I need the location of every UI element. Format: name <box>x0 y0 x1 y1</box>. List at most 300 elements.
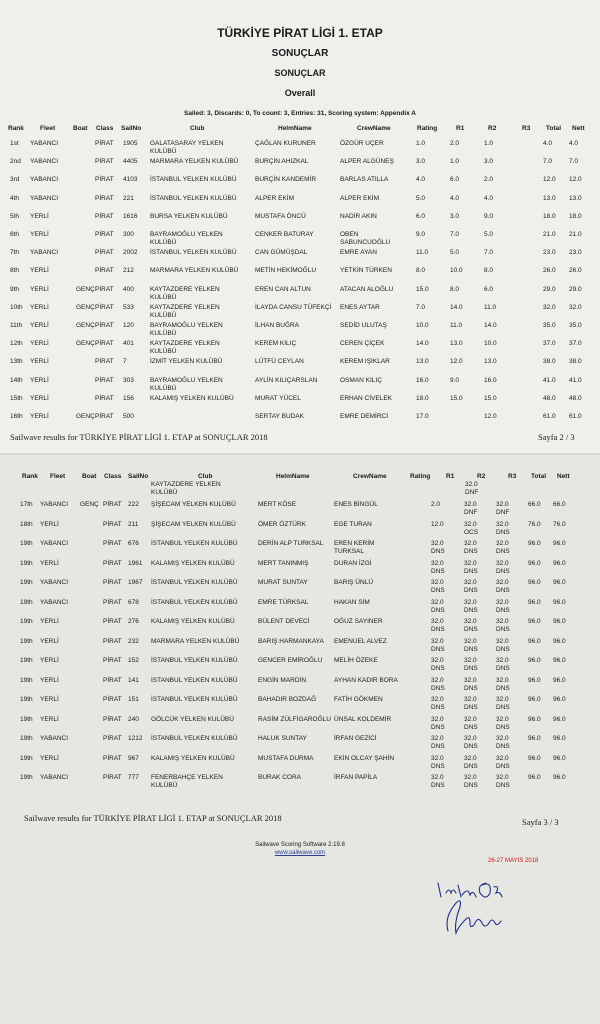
col-boat: Boat <box>82 473 97 480</box>
cell-r2: 3.0 <box>484 158 494 166</box>
cell-cls: PİRAT <box>95 212 114 220</box>
cell-sail: 156 <box>123 394 134 402</box>
cell-total: 13.0 <box>543 194 556 202</box>
cell-helm: CAN GÜMÜŞDAL <box>255 249 308 257</box>
cell-cls: PİRAT <box>103 696 122 703</box>
cell-club: KAYTAZDERE YELKEN KULÜBÜ <box>150 303 220 319</box>
cell-r2: 14.0 <box>484 322 497 329</box>
cell-total: 96.0 <box>528 540 541 547</box>
cell-nett: 48.0 <box>569 394 582 402</box>
cell-r1: 2.0 <box>450 140 460 147</box>
cell-nett: 4.0 <box>569 140 579 147</box>
cell-helm: SERTAY BUDAK <box>255 413 305 420</box>
cell-cls: PİRAT <box>103 520 122 528</box>
cell-club: BURSA YELKEN KULÜBÜ <box>150 212 228 220</box>
cell-fleet: YABANCI <box>40 598 69 606</box>
cell-helm: MURAT YÜCEL <box>255 394 301 402</box>
cell-fleet: YERLİ <box>40 696 59 703</box>
col-club: Club <box>198 473 213 480</box>
cell-rank: 19th <box>20 696 33 703</box>
cell-fleet: YERLİ <box>30 340 49 348</box>
footer-source: Sailwave results for TÜRKİYE PİRAT LİGİ 1. ETAP at SONUÇLAR 2018 <box>24 813 282 823</box>
cell-cls: PİRAT <box>95 394 114 402</box>
cell-nett: 18.0 <box>569 212 582 220</box>
cell-crew: ERHAN CİVELEK <box>340 394 393 402</box>
cell-rating: 32.0 DNS <box>431 657 445 672</box>
cell-sail: 500 <box>123 413 134 420</box>
software-link[interactable]: www.sailwave.com <box>274 850 326 856</box>
cell-club: GALATASARAY YELKEN KULÜBÜ <box>150 140 224 155</box>
cell-r2: 32.0 DNS <box>496 520 510 536</box>
table-header-2 <box>0 473 600 483</box>
cell-crew: OĞUZ SAYINER <box>334 618 383 625</box>
cell-helm: ÇAĞLAN KURUNER <box>255 140 316 147</box>
cell-r2: 32.0 DNS <box>496 735 510 750</box>
cell-boat: GENÇ <box>80 501 99 508</box>
cell-fleet: YABANCI <box>30 140 59 147</box>
cell-r1: 32.0 OCS <box>464 520 479 536</box>
cell-helm: MUSTAFA DURMA <box>258 754 314 762</box>
cell-crew: EKİN OLCAY ŞAHİN <box>334 754 395 762</box>
cell-r1: 14.0 <box>450 303 463 311</box>
cell-r1: 3.0 <box>450 212 460 220</box>
cell-r1: 8.0 <box>450 285 460 293</box>
results-page-3 <box>0 455 600 1024</box>
cell-helm: ÖMER ÖZTÜRK <box>258 520 307 528</box>
cell-sail: 401 <box>123 340 134 348</box>
cell-fleet: YERLİ <box>40 520 59 528</box>
cell-rating: 12.0 <box>431 520 444 528</box>
cell-total: 35.0 <box>543 322 556 329</box>
cell-rank: 3rd <box>10 176 20 184</box>
cell-sail: 303 <box>123 376 134 384</box>
cell-rating: 13.0 <box>416 358 429 366</box>
cell-crew: DURAN İZGİ <box>334 559 372 567</box>
cell-club: İSTANBUL YELKEN KULÜBÜ <box>151 735 238 742</box>
cell-cls: PİRAT <box>95 231 114 238</box>
cell-helm: BURÇİN KANDEMİR <box>255 176 317 184</box>
cell-fleet: YABANCI <box>30 176 59 184</box>
cell-total: 96.0 <box>528 598 541 606</box>
cell-total: 37.0 <box>543 340 556 348</box>
cell-total: 21.0 <box>543 231 556 238</box>
cell-boat: GENÇ <box>76 303 95 311</box>
cell-rating: 15.0 <box>416 285 429 293</box>
cell-sail: 141 <box>128 676 139 684</box>
cell-club: İSTANBUL YELKEN KULÜBÜ <box>151 657 238 664</box>
cell-r1: 12.0 <box>450 358 463 366</box>
cell-club: İZMİT YELKEN KULÜBÜ <box>150 358 223 366</box>
cell-crew: BARLAS ATILLA <box>340 176 389 184</box>
cell-crew: EMRE DEMİRCİ <box>340 413 389 420</box>
cell-cls: PİRAT <box>103 676 122 684</box>
cell-helm: EMRE TÜRKSAL <box>258 598 309 606</box>
cell-rank: 17th <box>20 501 33 508</box>
cell-boat: GENÇ <box>76 340 95 348</box>
cell-r2: 32.0 DNS <box>496 559 510 575</box>
cell-r2: 32.0 DNS <box>496 540 510 555</box>
cell-helm: İLHAN BUĞRA <box>255 322 300 329</box>
cell-rating: 10.0 <box>416 322 429 329</box>
cell-sail: 4103 <box>123 176 138 184</box>
results-subtitle-2: SONUÇLAR <box>274 68 326 78</box>
cell-rank: 19th <box>20 754 33 762</box>
cell-cls: PİRAT <box>103 637 122 645</box>
cell-r1: 32.0 DNS <box>464 540 478 555</box>
cell-rating: 6.0 <box>416 212 426 220</box>
cell-fleet: YERLİ <box>30 231 49 238</box>
cell-helm: DERİN ALP TURKSAL <box>258 540 324 547</box>
cell-r2: 6.0 <box>484 285 494 293</box>
cell-sail: 300 <box>123 231 134 238</box>
cell-fleet: YABANCI <box>30 249 59 257</box>
cell-r1: 32.0 DNS <box>464 598 478 614</box>
cell-fleet: YERLİ <box>30 376 49 384</box>
cell-nett: 96.0 <box>553 559 566 567</box>
cell-fleet: YERLİ <box>40 715 59 723</box>
cell-crew: AYHAN KADIR BORA <box>334 676 398 684</box>
cell-cls: PİRAT <box>95 303 114 311</box>
cell-r1: 32.0 DNS <box>464 637 478 653</box>
cell-crew: ENES AYTAR <box>340 303 380 311</box>
cell-fleet: YERLİ <box>30 212 49 220</box>
cell-rank: 14th <box>10 376 23 384</box>
table-header <box>0 125 600 135</box>
cell-rank: 12th <box>10 340 23 348</box>
cell-r2: 32.0 DNS <box>496 598 510 614</box>
cell-nett: 61.0 <box>569 413 582 420</box>
col-rank: Rank <box>22 473 38 480</box>
cell-helm: ENGİN MARDİN <box>258 676 307 684</box>
cell-total: 4.0 <box>543 140 553 147</box>
cell-r2: 32.0 DNS <box>496 618 510 633</box>
cell-rank: 19th <box>20 676 33 684</box>
cell-nett: 66.0 <box>553 501 566 508</box>
col-class: Class <box>96 125 114 132</box>
cell-r2: 8.0 <box>484 267 494 275</box>
cell-r2: 16.0 <box>484 376 497 384</box>
cell-sail: 1905 <box>123 140 138 147</box>
cell-r2: 32.0 DNS <box>496 657 510 672</box>
cell-crew: MELİH ÖZEKE <box>334 657 378 664</box>
cell-r2: 32.0 DNS <box>496 637 510 653</box>
cell-club: ŞİŞECAM YELKEN KULÜBÜ <box>151 520 236 528</box>
cell-r1: 32.0 DNS <box>464 559 478 575</box>
cell-rating: 4.0 <box>416 176 426 184</box>
cell-sail: 152 <box>128 657 139 664</box>
cell-r2: 2.0 <box>484 176 494 184</box>
cell-r1: 32.0 DNS <box>464 715 478 731</box>
cell-rating: 32.0 DNS <box>431 715 445 731</box>
cell-total: 38.0 <box>543 358 556 366</box>
cell-r1: 32.0 DNS <box>464 676 478 692</box>
cell-nett: 7.0 <box>569 158 579 166</box>
cell-rating: 32.0 DNS <box>431 676 445 692</box>
cell-sail: 2002 <box>123 249 138 257</box>
cell-helm: MERT KÖSE <box>258 501 297 508</box>
cell-fleet: YABANCI <box>30 158 59 166</box>
cell-sail: 120 <box>123 322 134 329</box>
cell-rating: 5.0 <box>416 194 426 202</box>
cell-crew: HAKAN SİM <box>334 598 370 606</box>
cell-rank: 19th <box>20 774 33 781</box>
col-r1: R1 <box>446 473 455 480</box>
results-page-2 <box>0 0 600 455</box>
cell-crew: EREN KERİM TURKSAL <box>334 540 375 555</box>
cell-sail: 232 <box>128 637 139 645</box>
cell-r2: 32.0 DNS <box>496 774 510 789</box>
cell-helm: BURÇİN AHIZKAL <box>255 158 309 166</box>
cell-helm: MERT TANINMIŞ <box>258 559 309 567</box>
cell-club: KALAMIŞ YELKEN KULÜBÜ <box>151 754 235 762</box>
cell-nett: 96.0 <box>553 735 566 742</box>
cell-club: KALAMIŞ YELKEN KULÜBÜ <box>151 559 235 567</box>
col-sailno: SailNo <box>128 473 149 480</box>
cell-fleet: YERLİ <box>30 267 49 275</box>
cell-rating: 16.0 <box>416 376 429 384</box>
cell-crew: İRFAN GEZİCİ <box>334 735 377 742</box>
cell-helm: METİN HEKİMOĞLU <box>255 267 317 275</box>
cell-nett: 96.0 <box>553 754 566 762</box>
cell-helm: ALPER EKİM <box>255 194 295 202</box>
cell-crew: ALPER EKİM <box>340 194 380 202</box>
cell-nett: 23.0 <box>569 249 582 257</box>
cell-rank: 19th <box>20 540 33 547</box>
cell-fleet: YERLİ <box>30 303 49 311</box>
cell-total: 41.0 <box>543 376 556 384</box>
cell-r1: 32.0 DNS <box>464 735 478 750</box>
col-r3: R3 <box>522 125 531 132</box>
cell-crew: OBEN SABUNCUOĞLU <box>340 231 391 246</box>
cell-r1: 32.0 DNF <box>464 501 478 516</box>
cell-rating: 11.0 <box>416 249 429 257</box>
cell-total: 23.0 <box>543 249 556 257</box>
cell-cls: PİRAT <box>103 618 122 625</box>
footer-page-number: Sayfa 3 / 3 <box>522 817 559 827</box>
cell-helm: İLAYDA CANSU TÜFEKÇİ <box>255 303 332 311</box>
cell-nett: 35.0 <box>569 322 582 329</box>
cell-rating: 7.0 <box>416 303 426 311</box>
software-credit: Sailwave Scoring Software 2.19.8 <box>255 842 345 848</box>
cell-rank: 19th <box>20 637 33 645</box>
cell-r1: 4.0 <box>450 194 460 202</box>
cell-sail: 1616 <box>123 212 138 220</box>
cell-rank: 6th <box>10 231 20 238</box>
cell-crew: ÖZGÜR UÇER <box>340 140 384 147</box>
cell-cls: PİRAT <box>103 540 122 547</box>
cell-nett: 29.0 <box>569 285 582 293</box>
cell-r2: 15.0 <box>484 394 497 402</box>
col-total: Total <box>546 125 562 132</box>
cell-r2: 32.0 DNF <box>496 501 510 516</box>
cell-nett: 41.0 <box>569 376 582 384</box>
cell-sail: 212 <box>123 267 134 275</box>
cell-total: 96.0 <box>528 715 541 723</box>
cell-r1: 10.0 <box>450 267 463 275</box>
cell-rank: 19th <box>20 715 33 723</box>
cell-nett: 32.0 <box>569 303 582 311</box>
cell-sail: 276 <box>128 618 139 625</box>
cell-fleet: YABANCI <box>40 735 69 742</box>
col-rating: Rating <box>417 125 438 132</box>
cell-fleet: YABANCI <box>40 774 69 781</box>
cell-r1: 13.0 <box>450 340 463 348</box>
cell-club: KAYTAZDERE YELKEN KULÜBÜ <box>150 285 220 301</box>
event-title: TÜRKİYE PİRAT LİGİ 1. ETAP <box>217 26 383 40</box>
cell-total: 96.0 <box>528 657 541 664</box>
cell-cls: PİRAT <box>95 358 114 366</box>
cell-r2: 11.0 <box>484 303 497 311</box>
cell-crew: CEREN ÇİÇEK <box>340 340 385 348</box>
cell-rank: 2nd <box>10 158 21 166</box>
cell-cls: PİRAT <box>103 754 122 762</box>
cell-total: 96.0 <box>528 618 541 625</box>
cell-total: 61.0 <box>543 413 556 420</box>
cell-rating: 3.0 <box>416 158 426 166</box>
cell-r2: 32.0 DNS <box>496 696 510 711</box>
cell-total: 48.0 <box>543 394 556 402</box>
col-nett: Nett <box>557 473 570 480</box>
cell-rank: 7th <box>10 249 20 257</box>
cell-crew: ÜNSAL KOLDEMİR <box>334 715 392 723</box>
cell-cls: PİRAT <box>95 194 114 202</box>
cell-sail: 7 <box>123 358 127 366</box>
cell-r1: 32.0 DNS <box>464 618 478 633</box>
cell-cls: PİRAT <box>95 340 114 348</box>
cell-rating: 9.0 <box>416 231 426 238</box>
cell-nett: 96.0 <box>553 715 566 723</box>
cell-rating: 32.0 DNS <box>431 559 445 575</box>
cell-crew: NADİR AKIN <box>340 212 377 220</box>
col-nett: Nett <box>572 125 585 132</box>
cell-r1: 32.0 DNS <box>464 657 478 672</box>
cell-fleet: YERLİ <box>40 754 59 762</box>
cell-rank: 15th <box>10 394 23 402</box>
cell-club: MARMARA YELKEN KULÜBÜ <box>150 158 239 166</box>
col-r2: R2 <box>477 473 486 480</box>
cell-sail: 222 <box>128 501 139 508</box>
cell-helm: LÜTFÜ CEYLAN <box>255 358 304 366</box>
cell-cls: PİRAT <box>95 376 114 384</box>
cell-sail: 211 <box>128 520 139 528</box>
cell-total: 96.0 <box>528 774 541 781</box>
cell-total: 96.0 <box>528 735 541 742</box>
cell-helm: BURAK CORA <box>258 774 301 781</box>
cell-fleet: YABANCI <box>30 194 59 202</box>
cell-sail: 967 <box>128 754 139 762</box>
cell-crew: EMRE AYAN <box>340 249 377 257</box>
cell-total: 26.0 <box>543 267 556 275</box>
club-continued: KAYTAZDERE YELKEN KULÜBÜ <box>151 481 221 496</box>
cell-fleet: YABANCI <box>40 579 69 586</box>
cell-nett: 13.0 <box>569 194 582 202</box>
cell-rating: 14.0 <box>416 340 429 348</box>
cell-rating: 1.0 <box>416 140 426 147</box>
col-helm: HelmName <box>278 125 312 132</box>
cell-crew: BARIŞ ÜNLÜ <box>334 579 374 586</box>
cell-rank: 10th <box>10 303 23 311</box>
cell-nett: 12.0 <box>569 176 582 184</box>
cell-sail: 1212 <box>128 735 143 742</box>
signature-graphic <box>430 867 540 947</box>
cell-fleet: YERLİ <box>30 413 49 420</box>
cell-club: KAYTAZDERE YELKEN KULÜBÜ <box>150 340 220 356</box>
col-r3: R3 <box>508 473 517 480</box>
cell-rank: 19th <box>20 618 33 625</box>
cell-rank: 11th <box>10 322 23 329</box>
col-helm: HelmName <box>276 473 310 480</box>
col-crew: CrewName <box>353 473 387 480</box>
cell-crew: FATİH GÖKMEN <box>334 696 383 703</box>
cell-nett: 38.0 <box>569 358 582 366</box>
cell-nett: 96.0 <box>553 618 566 625</box>
cell-total: 96.0 <box>528 559 541 567</box>
cell-nett: 96.0 <box>553 598 566 606</box>
cell-rating: 32.0 DNS <box>431 598 445 614</box>
footer-source: Sailwave results for TÜRKİYE PİRAT LİGİ 1. ETAP at SONUÇLAR 2018 <box>10 432 268 442</box>
col-r1: R1 <box>456 125 465 132</box>
cell-rank: 19th <box>20 735 33 742</box>
cell-total: 96.0 <box>528 579 541 586</box>
cell-rating: 32.0 DNS <box>431 618 445 633</box>
cell-helm: CENKER BATURAY <box>255 231 314 238</box>
cell-rating: 8.0 <box>416 267 426 275</box>
cell-rank: 18th <box>20 520 33 528</box>
cell-total: 12.0 <box>543 176 556 184</box>
cell-sail: 4405 <box>123 158 138 166</box>
cell-crew: SEDİD ULUTAŞ <box>340 322 387 329</box>
scoring-summary: Sailed: 3, Discards: 0, To count: 3, Entries: 31, Scoring system: Appendix A <box>183 110 416 117</box>
cell-r1: 6.0 <box>450 176 460 184</box>
footer-page-number: Sayfa 2 / 3 <box>538 432 575 442</box>
cell-total: 96.0 <box>528 754 541 762</box>
cell-club: KALAMIŞ YELKEN KULÜBÜ <box>151 618 235 625</box>
cell-cls: PİRAT <box>95 176 114 184</box>
cell-club: FENERBAHÇE YELKEN KULÜBÜ <box>151 774 223 789</box>
col-rank: Rank <box>8 125 24 132</box>
cell-helm: EREN CAN ALTUN <box>255 285 311 293</box>
cell-fleet: YERLİ <box>30 358 49 366</box>
cell-cls: PİRAT <box>95 267 114 275</box>
col-fleet: Fleet <box>40 125 56 132</box>
cell-rank: 8th <box>10 267 20 275</box>
cell-club: BAYRAMOĞLU YELKEN KULÜBÜ <box>150 231 223 246</box>
col-crew: CrewName <box>357 125 391 132</box>
cell-fleet: YERLİ <box>40 618 59 625</box>
cell-r2: 32.0 DNS <box>496 715 510 731</box>
col-class: Class <box>104 473 122 480</box>
cell-nett: 76.0 <box>553 520 566 528</box>
cell-cls: PİRAT <box>95 413 114 420</box>
cell-club: İSTANBUL YELKEN KULÜBÜ <box>150 249 237 257</box>
cell-rating: 32.0 DNS <box>431 774 445 789</box>
cell-nett: 96.0 <box>553 676 566 684</box>
cell-rating: 32.0 DNS <box>431 579 445 594</box>
cell-nett: 26.0 <box>569 267 582 275</box>
cell-rating: 32.0 DNS <box>431 735 445 750</box>
cell-r2: 32.0 DNS <box>496 579 510 594</box>
cell-rating: 18.0 <box>416 394 429 402</box>
cell-fleet: YERLİ <box>40 676 59 684</box>
results-subtitle: SONUÇLAR <box>271 48 329 59</box>
cell-helm: BÜLENT DEVECİ <box>258 618 310 625</box>
cell-crew: YETKİN TÜRKEN <box>340 267 392 275</box>
cell-rating: 2.0 <box>431 501 441 508</box>
cell-cls: PİRAT <box>95 249 114 257</box>
cell-r1: 7.0 <box>450 231 460 238</box>
cell-fleet: YERLİ <box>40 637 59 645</box>
cell-helm: MURAT SUNTAY <box>258 579 308 586</box>
